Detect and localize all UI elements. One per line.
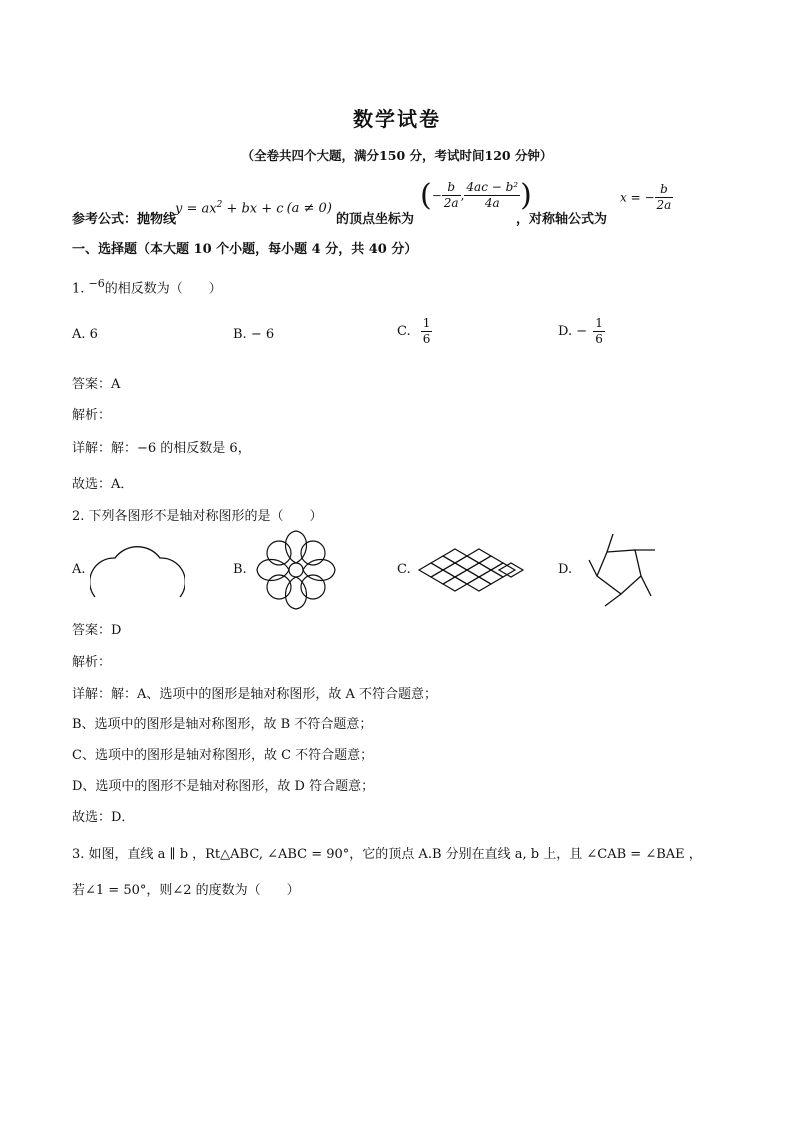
q1-detail: 详解：解：−6 的相反数是 6，	[72, 441, 251, 456]
vertex-y-num: 4ac − b²	[466, 180, 519, 194]
axis-num: b	[655, 182, 674, 198]
formula-label: 参考公式：抛物线	[72, 212, 177, 227]
formula-eq-cond: (a ≠ 0)	[286, 201, 332, 217]
q2-figure-d[interactable]	[585, 532, 657, 610]
vertex-x-num: b	[442, 180, 461, 196]
q1-answer: 答案：A	[72, 377, 121, 392]
formula-eq-y: y = ax	[175, 201, 217, 217]
question-3-line-1: 3. 如图，直线 a ∥ b ，Rt△ABC, ∠ABC = 90°，它的顶点 A.B 分别在直线 a, b 上，且 ∠CAB = ∠BAE ，	[72, 847, 702, 862]
q1-option-d-den: 6	[595, 332, 603, 346]
formula-eq-rest: + bx + c	[222, 201, 284, 217]
vertex-x-den: 2a	[443, 196, 459, 210]
q2-detail-c: C、选项中的图形是轴对称图形，故 C 不符合题意；	[72, 748, 374, 763]
q2-figure-a[interactable]	[90, 538, 185, 600]
question-2-stem: 2. 下列各图形不是轴对称图形的是（ ）	[72, 509, 323, 524]
q2-option-c-label[interactable]: C.	[397, 562, 411, 577]
q1-analysis: 解析：	[72, 408, 112, 423]
q2-detail-b: B、选项中的图形是轴对称图形，故 B 不符合题意；	[72, 717, 373, 732]
vertex-coordinate: (− $\frac{b}{2a}$ , $\frac{\text{4ac − b²}}{4a}$ )	[420, 178, 532, 213]
q1-value: −6	[88, 277, 105, 290]
q2-option-a-label[interactable]: A.	[72, 562, 86, 577]
q1-option-d-label: D. −	[558, 324, 588, 339]
q1-stem-rest: 的相反数为（ ）	[104, 281, 222, 297]
q2-answer: 答案：D	[72, 623, 122, 638]
q1-option-b[interactable]: B. − 6	[233, 327, 275, 342]
formula-line	[72, 178, 722, 228]
q1-option-c-num: 1	[422, 316, 431, 330]
question-3-line-2: 若∠1 = 50°，则∠2 的度数为（ ）	[72, 883, 300, 898]
q2-option-b-label[interactable]: B.	[233, 562, 247, 577]
q1-option-c[interactable]	[397, 316, 432, 347]
axis-den: 2a	[656, 198, 672, 212]
q2-option-d-label[interactable]: D.	[558, 562, 573, 577]
formula-eq-sup: 2	[216, 200, 223, 210]
vertex-y-den: 4a	[484, 196, 500, 210]
q1-option-d[interactable]	[558, 316, 605, 347]
q1-choice: 故选：A．	[72, 477, 134, 492]
axis-formula	[620, 182, 673, 213]
page-subtitle: （全卷共四个大题，满分150 分，考试时间120 分钟）	[241, 148, 553, 163]
formula-vertex-text: 的顶点坐标为	[336, 212, 415, 227]
q2-figure-b[interactable]	[254, 528, 338, 612]
q2-analysis: 解析：	[72, 655, 112, 670]
q1-option-d-num: 1	[595, 316, 603, 330]
q1-option-c-label: C.	[397, 324, 411, 339]
q2-figure-c[interactable]	[417, 546, 525, 594]
axis-lhs: x = −	[620, 190, 655, 205]
q1-option-a[interactable]: A. 6	[72, 327, 98, 342]
section-heading: 一、选择题（本大题 10 个小题，每小题 4 分，共 40 分）	[72, 242, 418, 257]
formula-equation	[175, 200, 332, 216]
question-1-stem	[72, 277, 222, 296]
q1-option-c-den: 6	[422, 332, 431, 346]
q2-detail-a: 详解：解：A、选项中的图形是轴对称图形，故 A 不符合题意；	[72, 687, 438, 702]
formula-axis-text: ，对称轴公式为	[516, 212, 608, 227]
page-title: 数学试卷	[353, 107, 441, 131]
q1-number: 1.	[72, 281, 85, 297]
q2-detail-d: D、选项中的图形不是轴对称图形，故 D 符合题意；	[72, 779, 375, 794]
q2-choice: 故选：D．	[72, 810, 135, 825]
